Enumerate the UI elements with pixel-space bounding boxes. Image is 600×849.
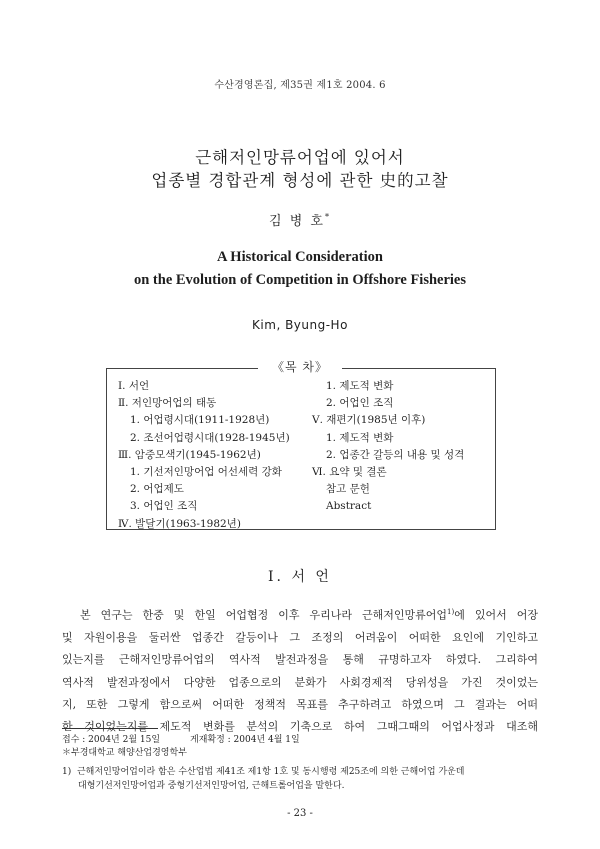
author-english: Kim, Byung-Ho: [252, 318, 348, 332]
toc-item: 2. 조선어업령시대(1928-1945년): [130, 431, 290, 444]
footnote-line: 대형기선저인망어업과 중형기선저인망어업, 근해트롤어업을 말한다.: [78, 781, 345, 791]
footnote-reference: 1): [447, 608, 455, 616]
author-affiliation-mark: *: [324, 212, 331, 222]
author-affiliation: ＊부경대학교 해양산업경영학부: [62, 748, 187, 758]
toc-item: Ⅵ. 요약 및 결론: [312, 466, 387, 479]
body-line: 있는지를 근해저인망류어업의 역사적 발전과정을 통해 규명하고자 하였다. 그리하여: [62, 653, 538, 667]
english-title-line-2: on the Evolution of Competition in Offshore Fisheries: [133, 272, 467, 288]
toc-item: 1. 어업령시대(1911-1928년): [130, 414, 270, 427]
toc-item: 1. 제도적 변화: [326, 380, 394, 392]
toc-item: Ⅲ. 암중모색기(1945-1962년): [118, 448, 261, 461]
received-date: 접수 : 2004년 2월 15일: [62, 735, 161, 745]
toc-item: 2. 어업제도: [130, 483, 184, 496]
toc-item: 2. 어업인 조직: [326, 397, 394, 410]
journal-header: 수산경영론집, 제35권 제1호 2004. 6: [214, 80, 386, 91]
footnote-divider: [62, 728, 158, 729]
toc-left-column: [118, 378, 290, 533]
body-line: 한 것이었는지를 제도적 변화를 분석의 기축으로 하여 그때그때의 어업사정과 대조해: [62, 720, 538, 734]
body-line: [62, 601, 538, 627]
confirmed-date: 게재확정 : 2004년 4월 1일: [190, 735, 300, 745]
toc-item: Ⅰ. 서언: [118, 380, 150, 392]
toc-item: Abstract: [326, 500, 372, 513]
toc-item: 3. 어업인 조직: [130, 500, 198, 513]
footnote-line: [62, 765, 538, 779]
toc-item: Ⅱ. 저인망어업의 태동: [118, 397, 217, 410]
section-heading: Ⅰ. 서 언: [268, 569, 332, 585]
body-text-segment: 에 있어서 어장: [454, 608, 539, 622]
page-number: - 23 -: [287, 808, 313, 819]
toc-right-column: [312, 378, 464, 516]
body-line: 지, 또한 그렇게 함으로써 어떠한 정책적 목표를 추구하려고 하였으며 그 결과는 어떠: [62, 697, 538, 711]
body-line: 및 자원이용을 둘러싼 업종간 갈등이나 그 조정의 어려움이 어떠한 요인에 기인하고: [62, 630, 538, 644]
footnote-number: 1): [62, 767, 72, 777]
korean-title-line-2: 업종별 경합관계 형성에 관한 史的고찰: [151, 171, 449, 190]
english-title-line-1: A Historical Consideration: [217, 249, 383, 265]
body-line: 역사적 발전과정에서 다양한 업종으로의 분화가 사회경제적 당위성을 가진 것이었는: [62, 675, 538, 689]
footnote: [62, 765, 538, 793]
toc-item: Ⅴ. 재편기(1985년 이후): [312, 414, 426, 427]
toc-item: 참고 문헌: [326, 483, 370, 496]
author-korean-name: 김 병 호: [269, 214, 325, 229]
korean-title-line-1: 근해저인망류어업에 있어서: [195, 148, 405, 167]
toc-heading: 《목 차》: [258, 357, 342, 377]
body-text-segment: 본 연구는 한중 및 한일 어업협정 이후 우리나라 근해저인망류어업: [80, 608, 448, 622]
body-paragraph: [62, 601, 538, 738]
footnote-text: 근해저인망어업이라 함은 수산업법 제41조 제1항 1호 및 동시행령 제25조에 의한 근해어업 가운데: [76, 767, 465, 777]
submission-dates: [62, 733, 300, 747]
toc-item: 1. 기선저인망어업 어선세력 강화: [130, 466, 282, 479]
toc-item: 2. 업종간 갈등의 내용 및 성격: [326, 448, 465, 461]
toc-item: 1. 제도적 변화: [326, 431, 394, 444]
toc-item: Ⅳ. 발달기(1963-1982년): [118, 517, 241, 530]
author-korean: [0, 210, 600, 229]
